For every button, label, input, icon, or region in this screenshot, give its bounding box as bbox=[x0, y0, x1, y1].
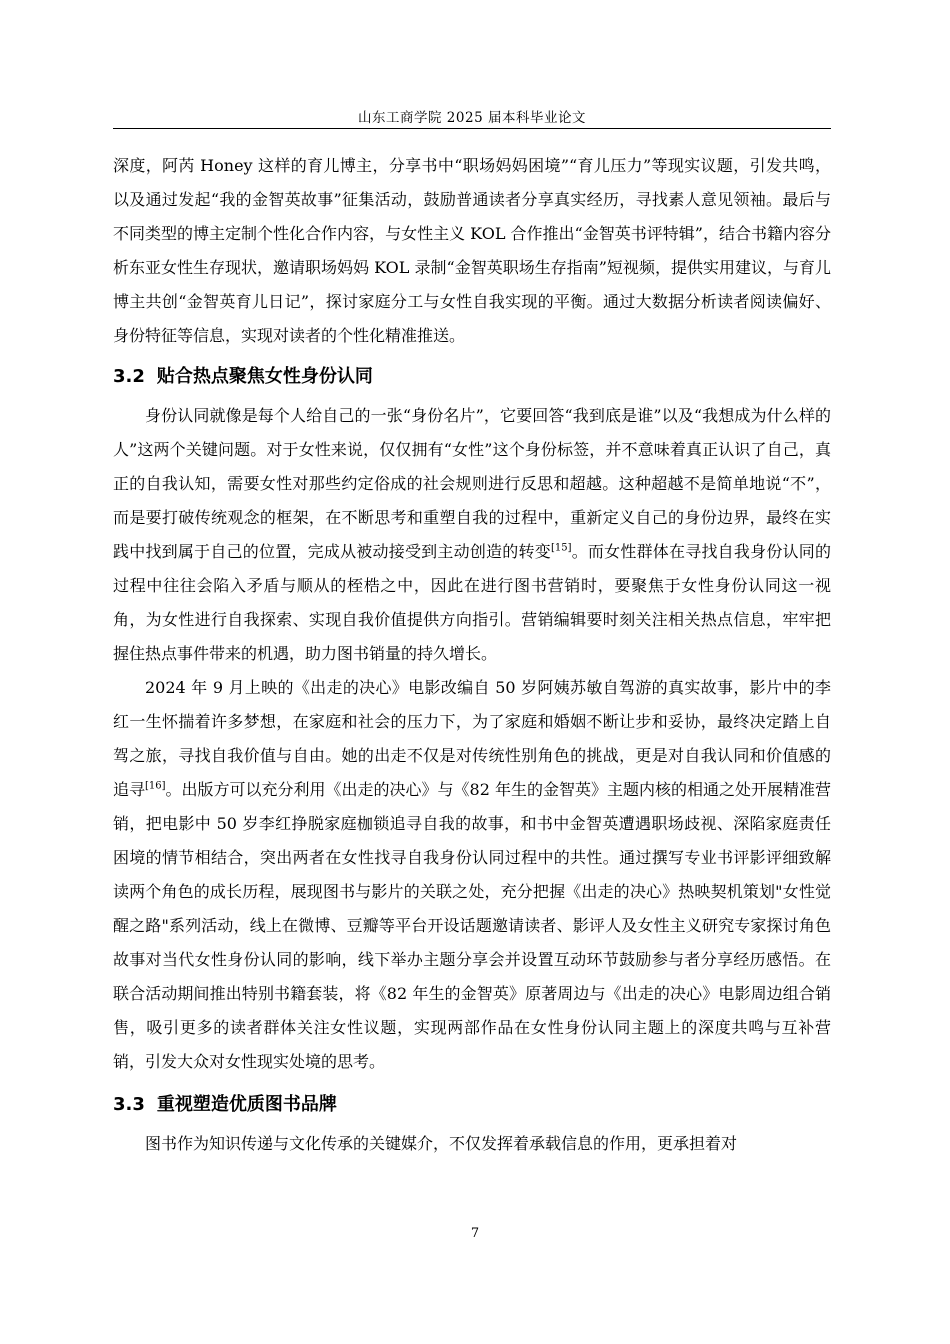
section-heading-3-2 bbox=[113, 365, 831, 389]
paragraph-text: 。出版方可以充分利用《出走的决心》与《82 年生的金智英》主题内核的相通之处开展精准营销，把电影中 50 岁李红挣脱家庭枷锁追寻自我的故事，和书中金智英遭遇职场歧视、深陷家庭责任困境的情节相结合，突出两者在女性找寻自我身份认同过程中的共性。通过撰写专业书评影评细致解读两个角色的成长历程，展现图书与影片的关联之处，充分把握《出走的决心》热映契机策划"女性觉醒之路"系列活动，线上在微博、豆瓣等平台开设话题邀请读者、影评人及女性主义研究专家探讨角色故事对当代女性身份认同的影响，线下举办主题分享会并设置互动环节鼓励参与者分享经历感悟。在联合活动期间推出特别书籍套装，将《82 年生的金智英》原著周边与《出走的决心》电影周边组合销售，吸引更多的读者群体关注女性议题，实现两部作品在女性身份认同主题上的深度共鸣与互补营销，引发大众对女性现实处境的思考。 bbox=[113, 780, 831, 1071]
paragraph-text: 。而女性群体在寻找自我身份认同的过程中往往会陷入矛盾与顺从的桎梏之中，因此在进行图书营销时，要聚焦于女性身份认同这一视角，为女性进行自我探索、实现自我价值提供方向指引。营销编辑要时刻关注相关热点信息，牢牢把握住热点事件带来的机遇，助力图书销量的持久增长。 bbox=[113, 542, 831, 663]
section-number: 3.2 bbox=[113, 366, 145, 387]
paragraph-film-case bbox=[113, 671, 831, 1079]
page-number: 7 bbox=[470, 1226, 480, 1241]
page-body bbox=[113, 149, 831, 1161]
paragraph-brand: 图书作为知识传递与文化传承的关键媒介，不仅发挥着承载信息的作用，更承担着对 bbox=[145, 1134, 738, 1153]
paragraph-identity bbox=[113, 399, 831, 671]
section-title: 贴合热点聚焦女性身份认同 bbox=[156, 366, 373, 387]
section-number: 3.3 bbox=[113, 1094, 145, 1115]
running-header: 山东工商学院 2025 届本科毕业论文 bbox=[358, 110, 586, 126]
section-title: 重视塑造优质图书品牌 bbox=[156, 1094, 337, 1115]
header-rule bbox=[113, 128, 831, 129]
paragraph-text: 身份认同就像是每个人给自己的一张“身份名片”，它要回答“我到底是谁”以及“我想成为什么样的人”这两个关键问题。对于女性来说，仅仅拥有“女性”这个身份标签，并不意味着真正认识了自己，真正的自我认知，需要女性对那些约定俗成的社会规则进行反思和超越。这种超越不是简单地说“不”，而是要打破传统观念的框架，在不断思考和重塑自我的过程中，重新定义自己的身份边界，最终在实践中找到属于自己的位置，完成从被动接受到主动创造的转变 bbox=[113, 406, 831, 561]
citation-ref: [15] bbox=[550, 542, 572, 554]
paragraph-text: 2024 年 9 月上映的《出走的决心》电影改编自 50 岁阿姨苏敏自驾游的真实故事，影片中的李红一生怀揣着许多梦想，在家庭和社会的压力下，为了家庭和婚姻不断让步和妥协，最终决定踏上自驾之旅，寻找自我价值与自由。她的出走不仅是对传统性别角色的挑战，更是对自我认同和价值感的追寻 bbox=[113, 678, 831, 799]
paragraph-continued: 深度，阿芮 Honey 这样的育儿博主，分享书中“职场妈妈困境”“育儿压力”等现实议题，引发共鸣，以及通过发起“我的金智英故事”征集活动，鼓励普通读者分享真实经历，寻找素人意见领袖。最后与不同类型的博主定制个性化合作内容，与女性主义 KOL 合作推出“金智英书评特辑”，结合书籍内容分析东亚女性生存现状，邀请职场妈妈 KOL 录制“金智英职场生存指南”短视频，提供实用建议，与育儿博主共创“金智英育儿日记”，探讨家庭分工与女性自我实现的平衡。通过大数据分析读者阅读偏好、身份特征等信息，实现对读者的个性化精准推送。 bbox=[113, 156, 831, 345]
section-heading-3-3 bbox=[113, 1093, 831, 1117]
citation-ref: [16] bbox=[145, 780, 166, 792]
